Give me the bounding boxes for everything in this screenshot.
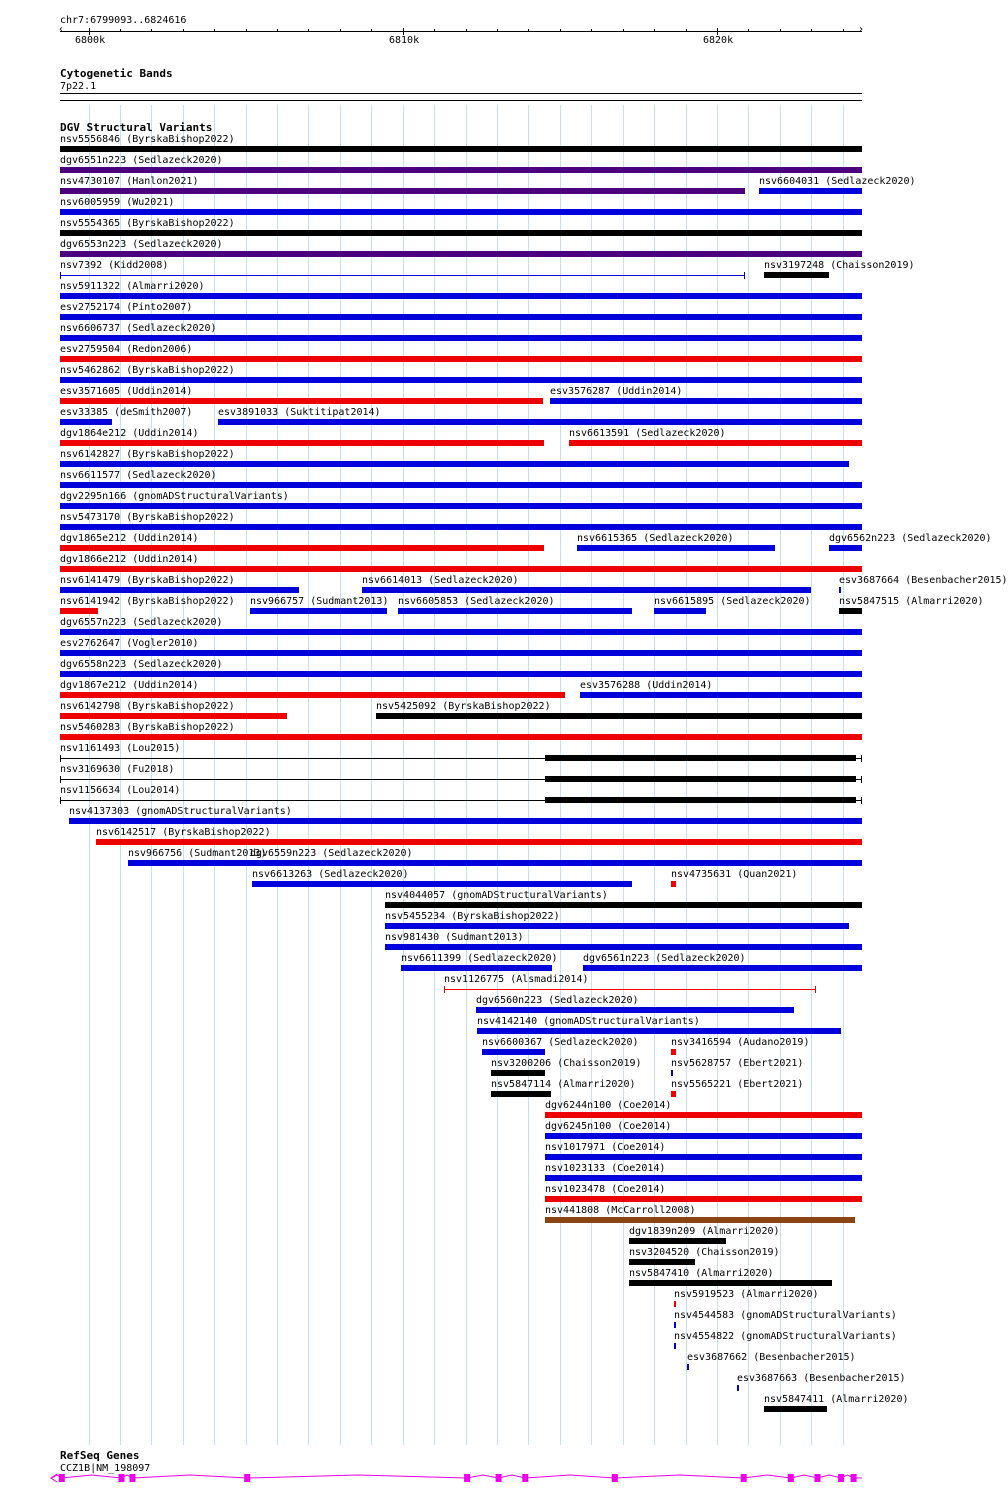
ruler-tick bbox=[403, 28, 404, 35]
grid-line bbox=[811, 105, 812, 1445]
feature-bar[interactable] bbox=[545, 1175, 862, 1181]
feature-bar[interactable] bbox=[671, 1070, 673, 1076]
feature-bar[interactable] bbox=[250, 608, 387, 614]
feature-bar[interactable] bbox=[60, 671, 862, 677]
gene-exon bbox=[788, 1474, 794, 1482]
feature-bar[interactable] bbox=[545, 776, 856, 782]
ruler-tick bbox=[528, 29, 529, 32]
feature-label[interactable]: esv2752174 (Pinto2007) bbox=[60, 302, 193, 313]
gene-label[interactable]: CCZ1B|NM_198097 bbox=[60, 1463, 151, 1474]
feature-label[interactable]: nsv6613263 (Sedlazeck2020) bbox=[252, 869, 409, 880]
grid-line bbox=[686, 105, 687, 1445]
feature-end-tick bbox=[60, 797, 61, 804]
feature-bar[interactable] bbox=[60, 398, 543, 404]
ruler-tick bbox=[560, 29, 561, 32]
feature-label[interactable]: nsv966757 (Sudmant2013) bbox=[250, 596, 389, 607]
feature-label[interactable]: nsv5847114 (Almarri2020) bbox=[491, 1079, 636, 1090]
feature-bar[interactable] bbox=[545, 1154, 862, 1160]
feature-bar[interactable] bbox=[545, 1133, 862, 1139]
feature-label[interactable]: dgv6244n100 (Coe2014) bbox=[545, 1100, 672, 1111]
ruler-tick bbox=[654, 29, 655, 32]
grid-line bbox=[717, 105, 718, 1445]
ruler-tick bbox=[151, 29, 152, 32]
feature-label[interactable]: dgv1865e212 (Uddin2014) bbox=[60, 533, 199, 544]
feature-bar[interactable] bbox=[839, 608, 862, 614]
feature-bar[interactable] bbox=[60, 440, 544, 446]
feature-label[interactable]: nsv3197248 (Chaisson2019) bbox=[764, 260, 915, 271]
feature-label[interactable]: dgv6558n223 (Sedlazeck2020) bbox=[60, 659, 223, 670]
feature-bar[interactable] bbox=[839, 587, 841, 593]
ruler-tick bbox=[89, 28, 90, 35]
feature-label[interactable]: dgv6557n223 (Sedlazeck2020) bbox=[60, 617, 223, 628]
feature-end-tick bbox=[60, 776, 61, 783]
gene-exon bbox=[741, 1474, 747, 1482]
feature-bar[interactable] bbox=[250, 860, 862, 866]
feature-label[interactable]: nsv3200206 (Chaisson2019) bbox=[491, 1058, 642, 1069]
feature-bar[interactable] bbox=[482, 1049, 545, 1055]
feature-bar[interactable] bbox=[60, 335, 862, 341]
feature-bar[interactable] bbox=[477, 1028, 841, 1034]
feature-label[interactable]: dgv1867e212 (Uddin2014) bbox=[60, 680, 199, 691]
feature-label[interactable]: nsv5556846 (ByrskaBishop2022) bbox=[60, 134, 235, 145]
feature-label[interactable]: nsv6142827 (ByrskaBishop2022) bbox=[60, 449, 235, 460]
dgv-track-title: DGV Structural Variants bbox=[60, 121, 213, 134]
feature-label[interactable]: nsv5473170 (ByrskaBishop2022) bbox=[60, 512, 235, 523]
feature-label[interactable]: nsv6606737 (Sedlazeck2020) bbox=[60, 323, 217, 334]
refseq-track-title: RefSeq Genes bbox=[60, 1449, 140, 1462]
cytoband-track-title: Cytogenetic Bands bbox=[60, 67, 173, 80]
feature-bar[interactable] bbox=[491, 1091, 551, 1097]
feature-bar[interactable] bbox=[60, 314, 862, 320]
feature-label[interactable]: nsv4730107 (Hanlon2021) bbox=[60, 176, 199, 187]
grid-line bbox=[654, 105, 655, 1445]
feature-label[interactable]: dgv1839n209 (Almarri2020) bbox=[629, 1226, 780, 1237]
feature-label[interactable]: nsv1017971 (Coe2014) bbox=[545, 1142, 666, 1153]
grid-line bbox=[434, 105, 435, 1445]
feature-label[interactable]: nsv5847411 (Almarri2020) bbox=[764, 1394, 909, 1405]
feature-label[interactable]: nsv966756 (Sudmant2013) bbox=[128, 848, 267, 859]
ruler-tick bbox=[308, 29, 309, 32]
feature-bar[interactable] bbox=[687, 1364, 689, 1370]
feature-label[interactable]: nsv6142798 (ByrskaBishop2022) bbox=[60, 701, 235, 712]
feature-line[interactable] bbox=[444, 989, 816, 990]
feature-label[interactable]: nsv5425092 (ByrskaBishop2022) bbox=[376, 701, 551, 712]
feature-label[interactable]: nsv5847410 (Almarri2020) bbox=[629, 1268, 774, 1279]
feature-bar[interactable] bbox=[674, 1343, 676, 1349]
feature-label[interactable]: nsv5462862 (ByrskaBishop2022) bbox=[60, 365, 235, 376]
feature-label[interactable]: nsv6141942 (ByrskaBishop2022) bbox=[60, 596, 235, 607]
feature-label[interactable]: nsv5847515 (Almarri2020) bbox=[839, 596, 984, 607]
grid-line bbox=[623, 105, 624, 1445]
feature-label[interactable]: nsv4554822 (gnomADStructuralVariants) bbox=[674, 1331, 897, 1342]
feature-bar[interactable] bbox=[60, 377, 862, 383]
feature-label[interactable]: nsv4044057 (gnomADStructuralVariants) bbox=[385, 890, 608, 901]
ruler-tick bbox=[371, 29, 372, 32]
feature-label[interactable]: esv3891033 (Suktitipat2014) bbox=[218, 407, 381, 418]
feature-label[interactable]: nsv7392 (Kidd2008) bbox=[60, 260, 169, 271]
feature-label[interactable]: nsv981430 (Sudmant2013) bbox=[385, 932, 524, 943]
feature-bar[interactable] bbox=[577, 545, 775, 551]
feature-label[interactable]: esv3576288 (Uddin2014) bbox=[580, 680, 713, 691]
grid-line bbox=[308, 105, 309, 1445]
feature-bar[interactable] bbox=[545, 755, 856, 761]
gene-exon bbox=[815, 1474, 821, 1482]
grid-line bbox=[403, 105, 404, 1445]
feature-label[interactable]: nsv3416594 (Audano2019) bbox=[671, 1037, 810, 1048]
feature-bar[interactable] bbox=[829, 545, 862, 551]
feature-end-tick bbox=[744, 272, 745, 279]
feature-label[interactable]: dgv6553n223 (Sedlazeck2020) bbox=[60, 239, 223, 250]
feature-end-tick bbox=[861, 776, 862, 783]
ruler-tick bbox=[277, 29, 278, 32]
feature-label[interactable]: nsv6141479 (ByrskaBishop2022) bbox=[60, 575, 235, 586]
feature-line[interactable] bbox=[60, 800, 545, 801]
feature-end-tick bbox=[60, 272, 61, 279]
ruler-tick bbox=[246, 29, 247, 32]
feature-bar[interactable] bbox=[60, 356, 862, 362]
feature-label[interactable]: nsv5554365 (ByrskaBishop2022) bbox=[60, 218, 235, 229]
cytoband-label[interactable]: 7p22.1 bbox=[60, 81, 97, 92]
feature-bar[interactable] bbox=[398, 608, 632, 614]
gene-exon bbox=[130, 1474, 136, 1482]
feature-bar[interactable] bbox=[60, 209, 862, 215]
feature-label[interactable]: esv3687662 (Besenbacher2015) bbox=[687, 1352, 856, 1363]
feature-bar[interactable] bbox=[60, 524, 862, 530]
feature-bar[interactable] bbox=[60, 461, 849, 467]
feature-bar[interactable] bbox=[60, 230, 862, 236]
feature-bar[interactable] bbox=[764, 272, 829, 278]
gene-exon bbox=[851, 1474, 857, 1482]
feature-bar[interactable] bbox=[60, 293, 862, 299]
grid-line bbox=[371, 105, 372, 1445]
gene-exon bbox=[838, 1474, 844, 1482]
feature-bar[interactable] bbox=[759, 188, 862, 194]
feature-label[interactable]: nsv4544583 (gnomADStructuralVariants) bbox=[674, 1310, 897, 1321]
feature-bar[interactable] bbox=[60, 167, 862, 173]
grid-line bbox=[528, 105, 529, 1445]
ruler-tick bbox=[120, 29, 121, 32]
gene-exon bbox=[59, 1474, 65, 1482]
gene-exon bbox=[464, 1474, 470, 1482]
feature-bar[interactable] bbox=[654, 608, 706, 614]
grid-line bbox=[340, 105, 341, 1445]
grid-line bbox=[843, 105, 844, 1445]
ruler-tick bbox=[748, 29, 749, 32]
ruler-label: 6800k bbox=[75, 35, 106, 46]
feature-bar[interactable] bbox=[60, 188, 745, 194]
gene-strand-arrow-icon bbox=[51, 1474, 57, 1482]
feature-label[interactable]: nsv6142517 (ByrskaBishop2022) bbox=[96, 827, 271, 838]
feature-label[interactable]: nsv4142140 (gnomADStructuralVariants) bbox=[477, 1016, 700, 1027]
cytoband-top-line bbox=[60, 93, 862, 94]
feature-bar[interactable] bbox=[60, 503, 862, 509]
feature-bar[interactable] bbox=[674, 1301, 676, 1307]
feature-bar[interactable] bbox=[491, 1070, 545, 1076]
feature-bar[interactable] bbox=[96, 839, 862, 845]
feature-label[interactable]: nsv5455234 (ByrskaBishop2022) bbox=[385, 911, 560, 922]
feature-label[interactable]: dgv6551n223 (Sedlazeck2020) bbox=[60, 155, 223, 166]
feature-label[interactable]: nsv441808 (McCarroll2008) bbox=[545, 1205, 696, 1216]
ruler-tick bbox=[183, 29, 184, 32]
feature-label[interactable]: nsv1156634 (Lou2014) bbox=[60, 785, 181, 796]
feature-bar[interactable] bbox=[674, 1322, 676, 1328]
gene-exon bbox=[612, 1474, 618, 1482]
gene-model[interactable] bbox=[0, 1468, 890, 1488]
grid-line bbox=[214, 105, 215, 1445]
ruler-tick bbox=[434, 29, 435, 32]
feature-bar[interactable] bbox=[629, 1238, 726, 1244]
ruler-axis bbox=[60, 31, 862, 32]
feature-label[interactable]: nsv6005959 (Wu2021) bbox=[60, 197, 175, 208]
feature-bar[interactable] bbox=[545, 1217, 855, 1223]
feature-bar[interactable] bbox=[60, 608, 98, 614]
feature-bar[interactable] bbox=[580, 692, 862, 698]
feature-bar[interactable] bbox=[545, 1196, 862, 1202]
feature-label[interactable]: nsv5911322 (Almarri2020) bbox=[60, 281, 205, 292]
feature-bar[interactable] bbox=[476, 1007, 794, 1013]
feature-line[interactable] bbox=[60, 779, 545, 780]
ruler-tick bbox=[780, 29, 781, 32]
feature-label[interactable]: nsv6614013 (Sedlazeck2020) bbox=[362, 575, 519, 586]
feature-bar[interactable] bbox=[60, 146, 862, 152]
feature-label[interactable]: dgv2295n166 (gnomADStructuralVariants) bbox=[60, 491, 289, 502]
feature-bar[interactable] bbox=[60, 713, 287, 719]
ruler-tick bbox=[686, 29, 687, 32]
feature-bar[interactable] bbox=[60, 482, 862, 488]
ruler-tick bbox=[811, 29, 812, 32]
gene-exon bbox=[496, 1474, 502, 1482]
feature-line[interactable] bbox=[60, 758, 545, 759]
feature-label[interactable]: esv2762647 (Vogler2010) bbox=[60, 638, 199, 649]
feature-bar[interactable] bbox=[583, 965, 862, 971]
feature-label[interactable]: dgv1864e212 (Uddin2014) bbox=[60, 428, 199, 439]
feature-label[interactable]: dgv6245n100 (Coe2014) bbox=[545, 1121, 672, 1132]
ruler-tick bbox=[340, 29, 341, 32]
region-label: chr7:6799093..6824616 bbox=[60, 15, 187, 26]
feature-bar[interactable] bbox=[550, 398, 862, 404]
feature-label[interactable]: nsv4735631 (Quan2021) bbox=[671, 869, 798, 880]
grid-line bbox=[748, 105, 749, 1445]
feature-bar[interactable] bbox=[60, 587, 299, 593]
feature-bar[interactable] bbox=[60, 545, 544, 551]
ruler-tick bbox=[843, 29, 844, 32]
feature-label[interactable]: esv2759504 (Redon2006) bbox=[60, 344, 193, 355]
feature-label[interactable]: nsv1126775 (Alsmadi2014) bbox=[444, 974, 589, 985]
feature-bar[interactable] bbox=[545, 797, 856, 803]
gene-exon bbox=[244, 1474, 250, 1482]
feature-bar[interactable] bbox=[60, 419, 112, 425]
feature-bar[interactable] bbox=[128, 860, 250, 866]
grid-line bbox=[277, 105, 278, 1445]
feature-label[interactable]: nsv6615365 (Sedlazeck2020) bbox=[577, 533, 734, 544]
feature-label[interactable]: esv3576287 (Uddin2014) bbox=[550, 386, 683, 397]
feature-label[interactable]: esv3687663 (Besenbacher2015) bbox=[737, 1373, 906, 1384]
feature-bar[interactable] bbox=[629, 1280, 832, 1286]
gene-exon bbox=[119, 1474, 125, 1482]
ruler-tick bbox=[717, 28, 718, 35]
feature-label[interactable]: nsv5628757 (Ebert2021) bbox=[671, 1058, 804, 1069]
ruler-tick bbox=[623, 29, 624, 32]
feature-bar[interactable] bbox=[764, 1406, 827, 1412]
feature-label[interactable]: esv3687664 (Besenbacher2015) bbox=[839, 575, 1008, 586]
feature-label[interactable]: nsv1023478 (Coe2014) bbox=[545, 1184, 666, 1195]
cytoband-bottom-line bbox=[60, 100, 862, 101]
feature-label[interactable]: dgv6559n223 (Sedlazeck2020) bbox=[250, 848, 413, 859]
feature-label[interactable]: nsv5460283 (ByrskaBishop2022) bbox=[60, 722, 235, 733]
gene-intron-line bbox=[52, 1475, 862, 1478]
feature-bar[interactable] bbox=[671, 881, 676, 887]
grid-line bbox=[497, 105, 498, 1445]
feature-bar[interactable] bbox=[569, 440, 862, 446]
feature-label[interactable]: nsv3169630 (Fu2018) bbox=[60, 764, 175, 775]
gene-exon bbox=[522, 1474, 528, 1482]
ruler-arrow-left-icon[interactable]: ‹ bbox=[58, 24, 65, 35]
feature-label[interactable]: nsv1161493 (Lou2015) bbox=[60, 743, 181, 754]
feature-bar[interactable] bbox=[629, 1259, 695, 1265]
feature-label[interactable]: nsv6604031 (Sedlazeck2020) bbox=[759, 176, 916, 187]
feature-label[interactable]: dgv6560n223 (Sedlazeck2020) bbox=[476, 995, 639, 1006]
feature-label[interactable]: nsv6615895 (Sedlazeck2020) bbox=[654, 596, 811, 607]
feature-label[interactable]: dgv1866e212 (Uddin2014) bbox=[60, 554, 199, 565]
feature-label[interactable]: nsv3204520 (Chaisson2019) bbox=[629, 1247, 780, 1258]
feature-bar[interactable] bbox=[545, 1112, 862, 1118]
feature-bar[interactable] bbox=[60, 251, 862, 257]
feature-label[interactable]: nsv5565221 (Ebert2021) bbox=[671, 1079, 804, 1090]
grid-line bbox=[591, 105, 592, 1445]
feature-bar[interactable] bbox=[60, 629, 862, 635]
feature-bar[interactable] bbox=[218, 419, 862, 425]
feature-end-tick bbox=[861, 755, 862, 762]
feature-label[interactable]: nsv6611577 (Sedlazeck2020) bbox=[60, 470, 217, 481]
feature-bar[interactable] bbox=[60, 692, 565, 698]
feature-end-tick bbox=[815, 986, 816, 993]
feature-label[interactable]: nsv4137303 (gnomADStructuralVariants) bbox=[69, 806, 292, 817]
feature-label[interactable]: nsv5919523 (Almarri2020) bbox=[674, 1289, 819, 1300]
feature-bar[interactable] bbox=[401, 965, 552, 971]
feature-bar[interactable] bbox=[385, 944, 862, 950]
ruler-label: 6810k bbox=[389, 35, 420, 46]
feature-bar[interactable] bbox=[385, 902, 862, 908]
feature-bar[interactable] bbox=[60, 566, 862, 572]
feature-bar[interactable] bbox=[69, 818, 862, 824]
feature-label[interactable]: dgv6562n223 (Sedlazeck2020) bbox=[829, 533, 992, 544]
feature-bar[interactable] bbox=[737, 1385, 739, 1391]
feature-line[interactable] bbox=[60, 275, 745, 276]
feature-label[interactable]: esv33385 (deSmith2007) bbox=[60, 407, 193, 418]
feature-label[interactable]: nsv6605853 (Sedlazeck2020) bbox=[398, 596, 555, 607]
feature-end-tick bbox=[444, 986, 445, 993]
feature-bar[interactable] bbox=[60, 650, 862, 656]
grid-line bbox=[560, 105, 561, 1445]
feature-bar[interactable] bbox=[252, 881, 632, 887]
grid-line bbox=[466, 105, 467, 1445]
feature-label[interactable]: nsv6600367 (Sedlazeck2020) bbox=[482, 1037, 639, 1048]
ruler-tick bbox=[497, 29, 498, 32]
feature-label[interactable]: esv3571605 (Uddin2014) bbox=[60, 386, 193, 397]
ruler-label: 6820k bbox=[703, 35, 734, 46]
feature-label[interactable]: nsv6611399 (Sedlazeck2020) bbox=[401, 953, 558, 964]
feature-bar[interactable] bbox=[385, 923, 849, 929]
feature-label[interactable]: nsv1023133 (Coe2014) bbox=[545, 1163, 666, 1174]
feature-bar[interactable] bbox=[60, 734, 862, 740]
ruler-tick bbox=[466, 29, 467, 32]
feature-bar[interactable] bbox=[362, 587, 811, 593]
feature-label[interactable]: nsv6613591 (Sedlazeck2020) bbox=[569, 428, 726, 439]
feature-bar[interactable] bbox=[671, 1049, 676, 1055]
ruler-arrow-right-icon[interactable]: › bbox=[858, 24, 865, 35]
ruler-tick bbox=[214, 29, 215, 32]
feature-bar[interactable] bbox=[376, 713, 862, 719]
grid-line bbox=[246, 105, 247, 1445]
feature-bar[interactable] bbox=[671, 1091, 676, 1097]
feature-end-tick bbox=[861, 797, 862, 804]
feature-label[interactable]: dgv6561n223 (Sedlazeck2020) bbox=[583, 953, 746, 964]
ruler-tick bbox=[591, 29, 592, 32]
feature-end-tick bbox=[60, 755, 61, 762]
grid-line bbox=[780, 105, 781, 1445]
